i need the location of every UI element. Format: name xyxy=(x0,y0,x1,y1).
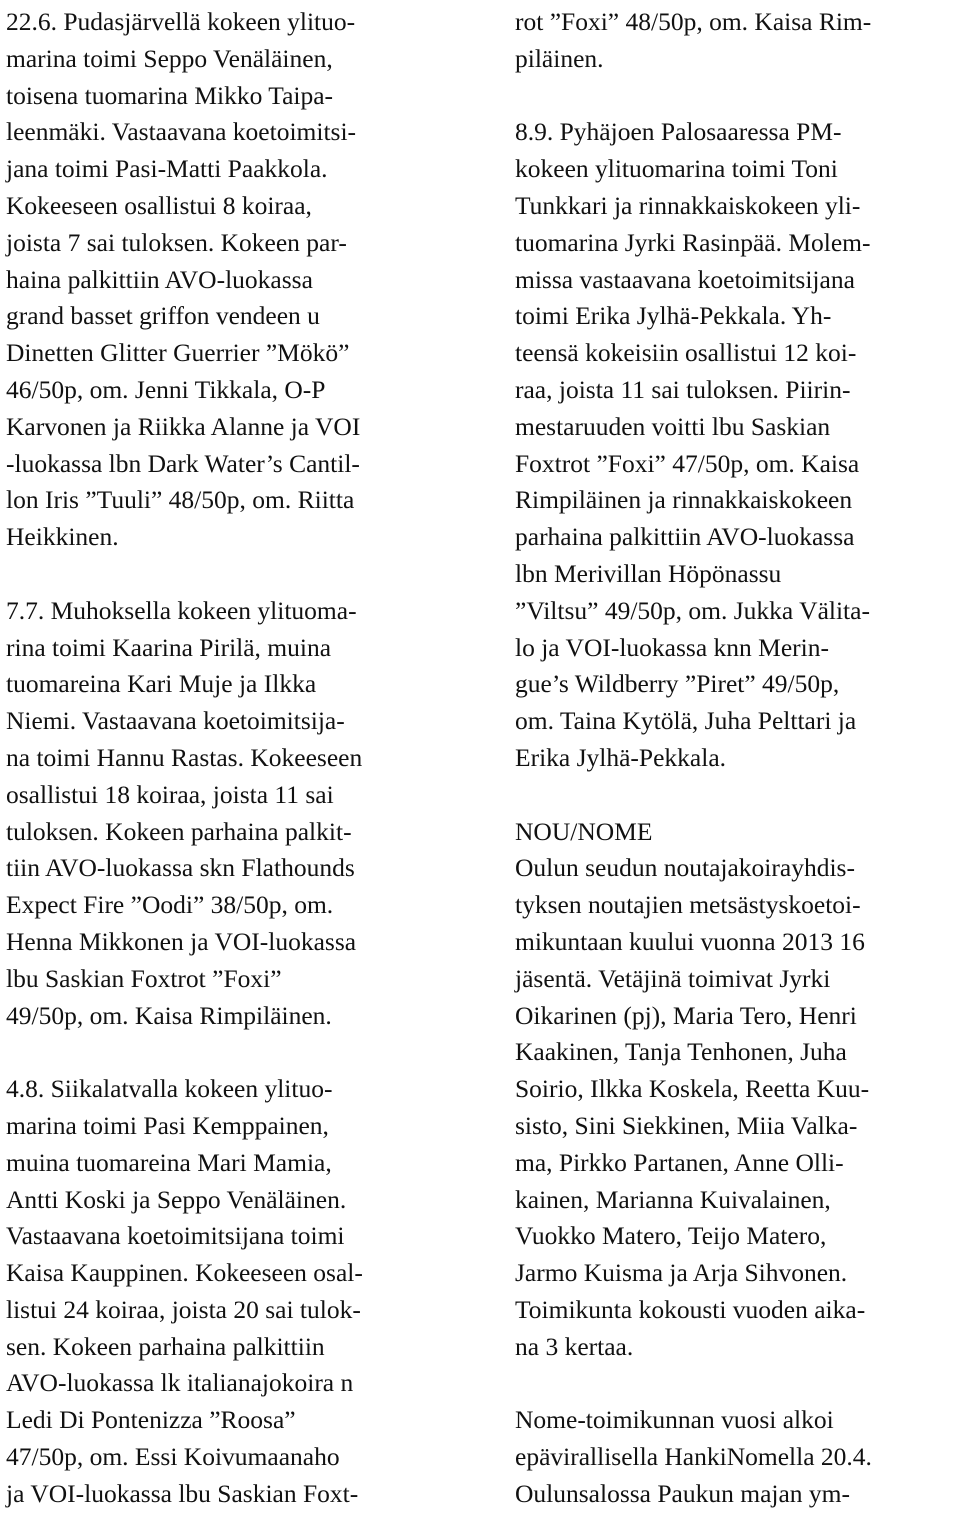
text-line: muina tuomareina Mari Mamia, xyxy=(6,1147,332,1177)
text-line: -luokassa lbn Dark Water’s Cantil- xyxy=(6,448,360,478)
text-line: ma, Pirkko Partanen, Anne Olli- xyxy=(515,1147,844,1177)
text-line: Dinetten Glitter Guerrier ”Mökö” xyxy=(6,338,350,368)
text-line: Oulunsalossa Paukun majan ym- xyxy=(515,1478,850,1508)
text-line: Kaisa Kauppinen. Kokeeseen osal- xyxy=(6,1258,363,1288)
text-line: Nome-toimikunnan vuosi alkoi xyxy=(515,1405,834,1435)
text-line: rot ”Foxi” 48/50p, om. Kaisa Rim- xyxy=(515,7,872,36)
text-line: leenmäki. Vastaavana koetoimitsi- xyxy=(6,117,357,147)
paragraph-gap xyxy=(6,1034,456,1071)
text-line: Antti Koski ja Seppo Venäläinen. xyxy=(6,1184,347,1214)
text-line: toimi Erika Jylhä-Pekkala. Yh- xyxy=(515,301,832,331)
text-line: Erika Jylhä-Pekkala. xyxy=(515,742,727,772)
text-line: 46/50p, om. Jenni Tikkala, O-P xyxy=(6,374,326,404)
text-line: Niemi. Vastaavana koetoimitsija- xyxy=(6,706,345,736)
text-line: gue’s Wildberry ”Piret” 49/50p, xyxy=(515,669,840,699)
text-line: 22.6. Pudasjärvellä kokeen ylituo- xyxy=(6,7,356,36)
text-line: parhaina palkittiin AVO-luokassa xyxy=(515,522,855,552)
left-column xyxy=(6,4,456,1513)
text-line: epävirallisella HankiNomella 20.4. xyxy=(515,1442,872,1472)
text-line: om. Taina Kytölä, Juha Pelttari ja xyxy=(515,706,857,736)
text-line: mikuntaan kuului vuonna 2013 16 xyxy=(515,926,865,956)
text-line: tyksen noutajien metsästyskoetoi- xyxy=(515,890,861,920)
text-line: jäsentä. Vetäjinä toimivat Jyrki xyxy=(515,963,831,993)
text-line: Tunkkari ja rinnakkaiskokeen yli- xyxy=(515,190,861,220)
text-line: missa vastaavana koetoimitsijana xyxy=(515,264,855,294)
text-line: Heikkinen. xyxy=(6,522,119,552)
text-line: Ledi Di Pontenizza ”Roosa” xyxy=(6,1405,296,1435)
text-line: Rimpiläinen ja rinnakkaiskokeen xyxy=(515,485,853,515)
text-line: na toimi Hannu Rastas. Kokeeseen xyxy=(6,742,363,772)
text-line: tuomareina Kari Muje ja Ilkka xyxy=(6,669,317,699)
paragraph-gap xyxy=(515,1365,960,1402)
text-line: lbu Saskian Foxtrot ”Foxi” xyxy=(6,963,282,993)
text-line: Toimikunta kokousti vuoden aika- xyxy=(515,1294,866,1324)
text-line: marina toimi Pasi Kemppainen, xyxy=(6,1110,329,1140)
text-line: teensä kokeisiin osallistui 12 koi- xyxy=(515,338,857,368)
paragraph-gap xyxy=(515,78,960,115)
text-line: Expect Fire ”Oodi” 38/50p, om. xyxy=(6,890,334,920)
text-line: lbn Merivillan Höpönassu xyxy=(515,558,782,588)
text-line: haina palkittiin AVO-luokassa xyxy=(6,264,313,294)
text-line: grand basset griffon vendeen u xyxy=(6,301,320,331)
text-line: kokeen ylituomarina toimi Toni xyxy=(515,154,838,184)
text-line: sisto, Sini Siekkinen, Miia Valka- xyxy=(515,1110,858,1140)
text-line: lon Iris ”Tuuli” 48/50p, om. Riitta xyxy=(6,485,355,515)
text-line: Oulun seudun noutajakoirayhdis- xyxy=(515,853,855,883)
text-line: Soirio, Ilkka Koskela, Reetta Kuu- xyxy=(515,1074,870,1104)
text-line: 47/50p, om. Essi Koivumaanaho xyxy=(6,1442,340,1472)
text-line: jana toimi Pasi-Matti Paakkola. xyxy=(6,154,328,184)
text-line: Kokeeseen osallistui 8 koiraa, xyxy=(6,190,312,220)
text-line: Karvonen ja Riikka Alanne ja VOI xyxy=(6,411,361,441)
text-line: 7.7. Muhoksella kokeen ylituoma- xyxy=(6,595,357,625)
text-line: NOU/NOME xyxy=(515,816,653,846)
text-line: Jarmo Kuisma ja Arja Sihvonen. xyxy=(515,1258,848,1288)
text-line: AVO-luokassa lk italianajokoira n xyxy=(6,1368,354,1398)
text-line: Vastaavana koetoimitsijana toimi xyxy=(6,1221,345,1251)
text-line: lo ja VOI-luokassa knn Merin- xyxy=(515,632,829,662)
text-line: mestaruuden voitti lbu Saskian xyxy=(515,411,831,441)
text-line: ”Viltsu” 49/50p, om. Jukka Välita- xyxy=(515,595,870,625)
text-line: marina toimi Seppo Venäläinen, xyxy=(6,43,333,73)
text-line: ja VOI-luokassa lbu Saskian Foxt- xyxy=(6,1478,359,1508)
text-line: Henna Mikkonen ja VOI-luokassa xyxy=(6,926,357,956)
text-line: Oikarinen (pj), Maria Tero, Henri xyxy=(515,1000,857,1030)
text-line: sen. Kokeen parhaina palkittiin xyxy=(6,1331,325,1361)
right-column xyxy=(515,4,960,1513)
text-line: piläinen. xyxy=(515,43,604,73)
text-line: osallistui 18 koiraa, joista 11 sai xyxy=(6,779,334,809)
text-line: 49/50p, om. Kaisa Rimpiläinen. xyxy=(6,1000,332,1030)
text-line: tuomarina Jyrki Rasinpää. Molem- xyxy=(515,227,871,257)
text-line: tiin AVO-luokassa skn Flathounds xyxy=(6,853,355,883)
text-line: 4.8. Siikalatvalla kokeen ylituo- xyxy=(6,1074,333,1104)
text-line: rina toimi Kaarina Pirilä, muina xyxy=(6,632,332,662)
text-line: Kaakinen, Tanja Tenhonen, Juha xyxy=(515,1037,847,1067)
text-line: joista 7 sai tuloksen. Kokeen par- xyxy=(6,227,347,257)
text-line: tuloksen. Kokeen parhaina palkit- xyxy=(6,816,352,846)
text-line: kainen, Marianna Kuivalainen, xyxy=(515,1184,831,1214)
paragraph-gap xyxy=(515,777,960,814)
text-line: listui 24 koiraa, joista 20 sai tulok- xyxy=(6,1294,361,1324)
text-line: 8.9. Pyhäjoen Palosaaressa PM- xyxy=(515,117,842,147)
text-line: Foxtrot ”Foxi” 47/50p, om. Kaisa xyxy=(515,448,860,478)
paragraph-gap xyxy=(6,556,456,593)
text-line: na 3 kertaa. xyxy=(515,1331,634,1361)
text-line: raa, joista 11 sai tuloksen. Piirin- xyxy=(515,374,851,404)
text-line: toisena tuomarina Mikko Taipa- xyxy=(6,80,334,110)
text-line: Vuokko Matero, Teijo Matero, xyxy=(515,1221,827,1251)
